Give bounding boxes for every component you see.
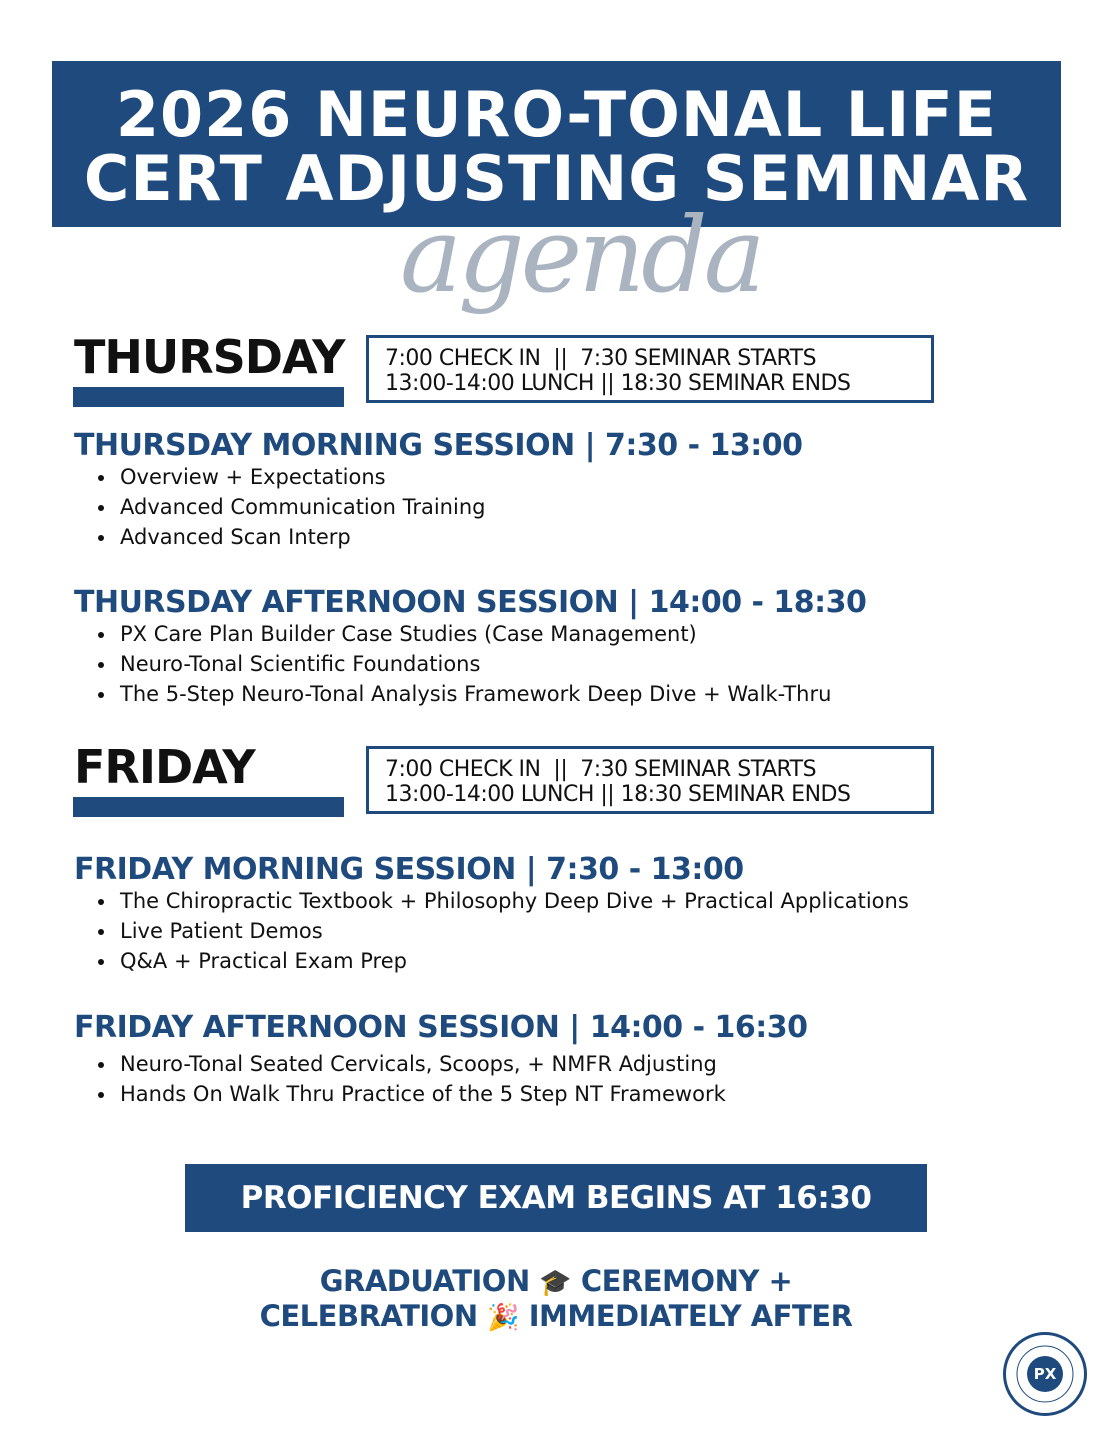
list-item: Neuro-Tonal Seated Cervicals, Scoops, + NMFR Adjusting <box>96 1049 726 1079</box>
title-line-2: CERT ADJUSTING SEMINAR <box>83 142 1030 215</box>
immediately-after-text: IMMEDIATELY AFTER <box>528 1299 853 1333</box>
celebration-text: CELEBRATION <box>259 1299 478 1333</box>
thursday-underline-bar <box>73 387 344 407</box>
list-item: The Chiropractic Textbook + Philosophy Deep Dive + Practical Applications <box>96 886 909 916</box>
list-item: Advanced Communication Training <box>96 492 485 522</box>
pediatric-experience-logo <box>1003 1332 1087 1416</box>
friday-underline-bar <box>73 797 344 817</box>
thursday-afternoon-list <box>96 619 831 709</box>
thursday-info-box <box>366 335 934 403</box>
closing-line-1 <box>156 1264 956 1298</box>
party-popper-icon: 🎉 <box>487 1303 520 1333</box>
graduation-cap-icon: 🎓 <box>539 1268 572 1298</box>
thursday-morning-heading: THURSDAY MORNING SESSION | 7:30 - 13:00 <box>74 428 803 463</box>
list-item: Live Patient Demos <box>96 916 909 946</box>
graduation-text: GRADUATION <box>319 1264 530 1298</box>
proficiency-exam-banner: PROFICIENCY EXAM BEGINS AT 16:30 <box>185 1164 927 1232</box>
friday-afternoon-heading: FRIDAY AFTERNOON SESSION | 14:00 - 16:30 <box>74 1010 808 1045</box>
friday-morning-heading: FRIDAY MORNING SESSION | 7:30 - 13:00 <box>74 852 744 887</box>
friday-info-box <box>366 746 934 814</box>
closing-line-2 <box>156 1299 956 1333</box>
agenda-script: agenda <box>400 194 762 316</box>
logo-monogram: PX <box>1027 1356 1063 1392</box>
thursday-info-line-1: 7:00 CHECK IN || 7:30 SEMINAR STARTS <box>385 346 817 371</box>
thursday-morning-list <box>96 462 485 552</box>
thursday-info-line-2: 13:00-14:00 LUNCH || 18:30 SEMINAR ENDS <box>385 371 851 396</box>
friday-label: FRIDAY <box>74 740 255 794</box>
thursday-afternoon-heading: THURSDAY AFTERNOON SESSION | 14:00 - 18:30 <box>74 585 867 620</box>
friday-afternoon-list <box>96 1049 726 1109</box>
list-item: Hands On Walk Thru Practice of the 5 Step NT Framework <box>96 1079 726 1109</box>
list-item: Overview + Expectations <box>96 462 485 492</box>
title-line-1: 2026 NEURO-TONAL LIFE <box>115 78 998 151</box>
friday-info-line-1: 7:00 CHECK IN || 7:30 SEMINAR STARTS <box>385 757 817 782</box>
list-item: Neuro-Tonal Scientific Foundations <box>96 649 831 679</box>
friday-info-line-2: 13:00-14:00 LUNCH || 18:30 SEMINAR ENDS <box>385 782 851 807</box>
ceremony-text: CEREMONY + <box>580 1264 793 1298</box>
list-item: PX Care Plan Builder Case Studies (Case Management) <box>96 619 831 649</box>
thursday-label: THURSDAY <box>74 330 345 384</box>
list-item: Advanced Scan Interp <box>96 522 485 552</box>
friday-morning-list <box>96 886 909 976</box>
list-item: The 5-Step Neuro-Tonal Analysis Framework Deep Dive + Walk-Thru <box>96 679 831 709</box>
list-item: Q&A + Practical Exam Prep <box>96 946 909 976</box>
